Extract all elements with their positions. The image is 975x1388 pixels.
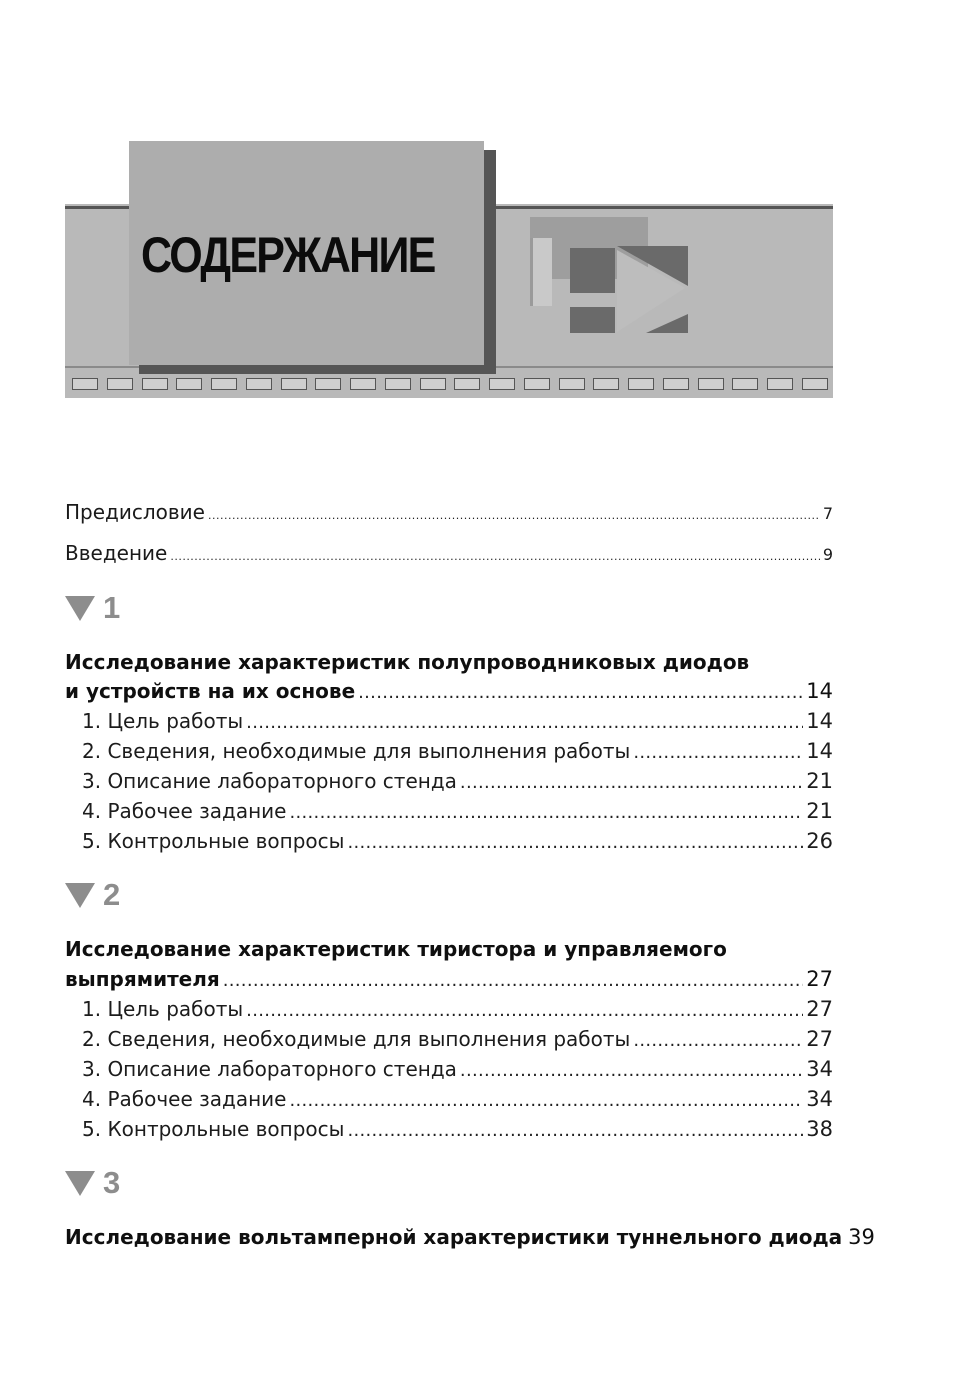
dot-leader xyxy=(246,712,803,733)
chapter-number: 3 xyxy=(103,1165,121,1200)
dot-leader xyxy=(289,802,803,823)
toc-entry-preface[interactable] xyxy=(65,500,833,524)
banner-square-strip xyxy=(72,378,828,392)
chapter-marker-2 xyxy=(65,879,120,911)
toc-entry-section[interactable] xyxy=(65,1117,833,1141)
toc-page-number: 34 xyxy=(806,1057,833,1081)
toc-entry-label: 3. Описание лабораторного стенда xyxy=(82,769,457,793)
toc-entry-section[interactable] xyxy=(65,709,833,733)
toc-entry-section[interactable] xyxy=(65,1087,833,1111)
toc-page-number: 21 xyxy=(806,769,833,793)
toc-entry-label: Введение xyxy=(65,541,168,565)
dot-leader xyxy=(223,970,804,991)
dot-leader xyxy=(358,682,803,703)
toc-page-number: 14 xyxy=(806,709,833,733)
toc-page-number: 14 xyxy=(806,679,833,703)
toc-page-number: 9 xyxy=(822,545,833,564)
dot-leader xyxy=(633,742,803,763)
decor-bar-vertical xyxy=(530,238,552,306)
toc-entry-section[interactable] xyxy=(65,799,833,823)
toc-page-number: 34 xyxy=(806,1087,833,1111)
toc-page-number: 26 xyxy=(806,829,833,853)
toc-page-number: 14 xyxy=(806,739,833,763)
toc-entry-label: 4. Рабочее задание xyxy=(82,799,287,823)
toc-entry-chapter-3[interactable] xyxy=(65,1225,875,1249)
chapter-number: 2 xyxy=(103,877,121,912)
dot-leader xyxy=(633,1030,803,1051)
toc-entry-section[interactable] xyxy=(65,769,833,793)
toc-page-number: 27 xyxy=(806,1027,833,1051)
toc-entry-introduction[interactable] xyxy=(65,541,833,565)
toc-entry-section[interactable] xyxy=(65,997,833,1021)
toc-entry-label: 4. Рабочее задание xyxy=(82,1087,287,1111)
toc-entry-chapter-1[interactable] xyxy=(65,679,833,703)
dot-leader xyxy=(347,832,803,853)
toc-page-number: 38 xyxy=(806,1117,833,1141)
toc-entry-section[interactable] xyxy=(65,829,833,853)
toc-page-number: 7 xyxy=(822,504,833,523)
chapter-title-line[interactable]: Исследование характеристик полупроводниковых диодов xyxy=(65,650,750,674)
chapter-title-line: выпрямителя xyxy=(65,967,220,991)
triangle-down-icon xyxy=(65,596,95,621)
dot-leader xyxy=(246,1000,803,1021)
chapter-marker-1 xyxy=(65,592,120,624)
triangle-down-icon xyxy=(65,883,95,908)
dot-leader xyxy=(347,1120,803,1141)
toc-page-number: 27 xyxy=(806,997,833,1021)
toc-entry-label: 5. Контрольные вопросы xyxy=(82,829,345,853)
toc-entry-label: Предисловие xyxy=(65,500,205,524)
dot-leader xyxy=(289,1090,803,1111)
toc-entry-chapter-2[interactable] xyxy=(65,967,833,991)
chapter-number: 1 xyxy=(103,590,121,625)
page-title: СОДЕРЖАНИЕ xyxy=(141,227,435,283)
toc-page-number: 27 xyxy=(806,967,833,991)
dot-leader xyxy=(170,550,819,563)
triangle-down-icon xyxy=(65,1171,95,1196)
toc-entry-label: 3. Описание лабораторного стенда xyxy=(82,1057,457,1081)
toc-page-number: 39 xyxy=(848,1225,875,1249)
dot-leader xyxy=(460,1060,803,1081)
decor-block-small xyxy=(570,307,615,333)
chapter-title-line: и устройств на их основе xyxy=(65,679,356,703)
toc-entry-label: 1. Цель работы xyxy=(82,709,244,733)
dot-leader xyxy=(208,509,820,522)
chapter-title-line: Исследование вольтамперной характеристики туннельного диода xyxy=(65,1225,843,1249)
toc-entry-label: 5. Контрольные вопросы xyxy=(82,1117,345,1141)
toc-entry-section[interactable] xyxy=(65,1057,833,1081)
decor-block-dark xyxy=(570,248,615,293)
toc-entry-label: 2. Сведения, необходимые для выполнения работы xyxy=(82,1027,631,1051)
toc-entry-label: 2. Сведения, необходимые для выполнения работы xyxy=(82,739,631,763)
chapter-marker-3 xyxy=(65,1167,120,1199)
chapter-title-line[interactable]: Исследование характеристик тиристора и управляемого xyxy=(65,937,727,961)
toc-page-number: 21 xyxy=(806,799,833,823)
dot-leader xyxy=(460,772,803,793)
toc-entry-label: 1. Цель работы xyxy=(82,997,244,1021)
decor-triangles-icon xyxy=(617,246,689,336)
toc-entry-section[interactable] xyxy=(65,1027,833,1051)
toc-entry-section[interactable] xyxy=(65,739,833,763)
